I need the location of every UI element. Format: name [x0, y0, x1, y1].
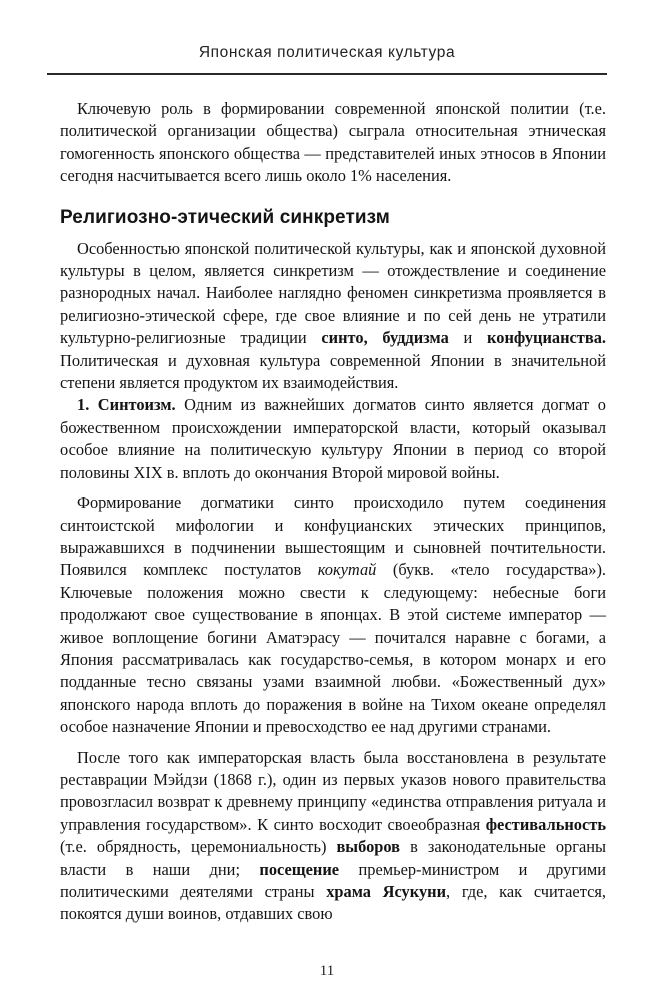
paragraph-syncretism: [60, 238, 606, 395]
italic-term-kokutai: кокутай: [317, 560, 377, 580]
paragraph-text: Политическая и духовная культура современной Японии в значительной степени является продуктом их взаимодействия.: [60, 350, 606, 393]
subsection-label: 1. Синтоизм.: [77, 395, 176, 415]
page-number: 11: [319, 963, 335, 979]
bold-term-elections: выборов: [336, 837, 401, 857]
paragraph-text: , где, как считается, покоятся души воинов, отдавших свою: [60, 882, 606, 924]
running-title: Японская политическая культура: [198, 44, 456, 61]
header-rule: [47, 73, 607, 75]
paragraph-text: Формирование догматики синто происходило путем соединения синтоистской мифологии и конфуцианских этических принципов, выражавшихся в подчинении вышестоящим и сыновней почтительности. Появился комплекс постулатов: [60, 493, 606, 580]
bold-term-festivity: фестивальность: [485, 814, 606, 834]
paragraph-text: в законодательные органы власти в наши дни;: [60, 837, 606, 879]
paragraph-shintoism: [60, 394, 606, 484]
paragraph-meiji: [60, 747, 606, 926]
paragraph-text: (букв. «тело государства»). Ключевые положения можно свести к следующему: небесные боги продолжают свое существование в японцах. В этой системе император — живое воплощение богини Аматэрасу — почитался наравне с богами, а Япония рассматривалась как государство-семья, в котором монарх и его подданные тесно связаны узами взаимной любви. «Божественный дух» японского народа вплоть до поражения в войне на Тихом океане определял особое назначение Японии и превосходство ее над другими странами.: [60, 560, 606, 737]
bold-term-visit: посещение: [259, 859, 340, 879]
bold-term-shinto-buddhism: синто, буддизма: [321, 328, 449, 348]
paragraph-text: Одним из важнейших догматов синто является догмат о божественном происхождении императорской власти, который оказывал особое влияние на политическую культуру Японии в период со второй половины XIX в. вплоть до окончания Второй мировой войны.: [60, 395, 606, 482]
paragraph-text: (т.е. обрядность, церемониальность): [60, 837, 337, 857]
section-heading: Религиозно-этический синкретизм: [60, 206, 390, 228]
paragraph-intro: Ключевую роль в формировании современной японской политии (т.е. политической организации общества) сыграла относительная этническая гомогенность японского общества — представителей иных этносов в Японии сегодня насчитывается всего лишь около 1% населения.: [60, 99, 606, 186]
paragraph-text: и: [448, 328, 488, 348]
bold-term-confucianism: конфуцианства.: [487, 328, 607, 348]
paragraph-kokutai: [60, 492, 606, 738]
bold-term-yasukuni: храма Ясукуни: [326, 882, 447, 901]
paragraph-text: После того как императорская власть была восстановлена в результате реставрации Мэйдзи (1868 г.), один из первых указов нового правительства провозгласил возврат к древнему принципу «единства отправления ритуала и управления государством». К синто восходит своеобразная: [60, 747, 606, 834]
page-body: [60, 98, 606, 926]
paragraph-text: Особенностью японской политической культуры, как и японской духовной культуры в целом, является синкретизм — отождествление и соединение разнородных начал. Наиболее наглядно феномен синкретизма проявляется в религиозно-этической сфере, где свое влияние и по сей день не утратили культурно-религиозные традиции: [60, 238, 606, 348]
paragraph-text: премьер-министром и другими политическими деятелями страны: [60, 859, 606, 901]
